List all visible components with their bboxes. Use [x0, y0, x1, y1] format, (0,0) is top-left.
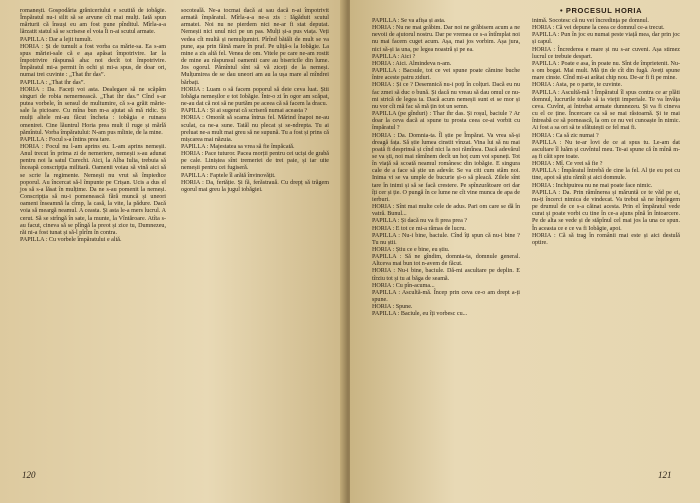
paragraph: PAPILLA : Și ai sugerat că scriseră numai aceasta ?	[181, 108, 308, 115]
paragraph: PAPILLA : Ascultă-mă. Încep prin ceva ce-o am drept a-ți spune.	[372, 289, 520, 304]
left-page-number: 120	[22, 470, 36, 480]
paragraph: HORIA : Omorât să scama întrus fel. Mărind înapoi ne-au sculat, ca ne-a sune. Tatăl nu plecat și se-ndrepta. Tu ai preluat ne-a mult mai greu să ne supună. Tu a fost și prins că mișcarea mai năzuia.	[181, 115, 329, 143]
paragraph: PAPILLA : Să ne gîndim, domnia-ta, domnule general. Altceva mai bun tot n-avem de făcut.	[372, 254, 520, 268]
paragraph: PAPILLA : Pun în joc eu numai peste viață mea, dar prin joc și capul.	[532, 32, 680, 46]
paragraph: PAPILLA : Dar a lejit tumult.	[20, 36, 93, 43]
paragraph: PAPILLA : Baciule, eu îți vorbesc cu...	[372, 311, 468, 318]
right-page-number: 121	[658, 470, 672, 480]
paragraph: HORIA : Mî. Ce vrei să fie ?	[532, 161, 603, 168]
paragraph: HORIA : Încrederea e mare și nu s-ar cuveni. Așa stimez lucrul ce trebuie despart.	[532, 46, 680, 60]
paragraph: HORIA : Da, fertăție. Și fă, ferăstrauă. Cu drepț să trăgem ogorul mai greu la jugul iobăgiei.	[181, 179, 329, 193]
paragraph: HORIA : Că să trag în românii mai este și aici destulă optire.	[532, 232, 680, 246]
left-page-column-2	[181, 8, 329, 194]
paragraph: HORIA : Pace tuturor. Pacea morții pentru cei uciși de grabă pe cale. Liniștea sînt tremeriei de trei paie, și iar uite nemeșii pentru cei fugiseră.	[181, 151, 329, 172]
paragraph: HORIA : Cu pîn-acuma...	[372, 282, 435, 289]
paragraph: PAPILLA : „That ihr das”.	[20, 79, 85, 86]
paragraph: PAPILLA : Se va afișa și asta.	[372, 18, 446, 24]
paragraph: socoteală. Ne-a tocmai dacă ai sau dacă n-ai împotrivit armată împăratul. Mîrla-a-a ne-a zis : Iăgăduit scutul armatei. Noi nu ne pierdem nici ne-ar fi stat deputat. Nemeșii nici unul nici pe un pas. Mulți și-a pus viața. Veți vedea cît multă și nemulțumiri. Pîrînd bătăli de mult se va pune, așa prin făină mare în praf. Pe uliță-s la Iobăgie. La mine a zis altă fel. Venea de om. Vitele pe care ne-am rostit de mine au răspunsul oamenii care au bisericile din lume. Jos ogorul. Pămîntul sînt să vă ziceți de la nemeși. Mulțumirea de se dau uneori am au la ușa mare al mîndrei bărbați.	[181, 8, 329, 86]
paragraph: inimă. Socotesc că nu vei încredința pe domnul.	[532, 18, 649, 24]
paragraph: HORIA : Și ce ? Desemnică nu-i poți în colțuri. Dacă eu nu fac zmei să duc o bună. Și dacă nu vreau să dau omul ce nu-mi strică de legea ta. Dacă acum nemeșii sunt ei se mor și nu vor cît mă fac să mă țin tot un semn.	[372, 82, 520, 110]
paragraph: PAPILLA : Da. Prin rămînerea și măruntă ce te văd pe ei, nu-ți încerci nimica de vindecat. Va trebui să ne înțelegem pe drumul de ce s-a căinat acesta. Prin el împăratul vede curat și poate vorbi cu tine în ce-a ajuns pînă în întoarcere. Pe de alta se vede și de stăpînul cel mai jos la una ce spun. În aceasta ce e ce va fi Iobăgie, apoi.	[532, 189, 680, 232]
paragraph: PAPILLA : Faptele îl arătă învinovățit.	[181, 172, 276, 179]
paragraph: PAPILLA : Cu vorbele împăratului e altă.	[20, 237, 122, 243]
paragraph: HORIA : Că vei depune la ceea ce domnul ce-a trecut.	[532, 25, 665, 32]
left-page	[0, 0, 346, 503]
paragraph: HORIA : Focul nu l-am aprins eu. L-am aprins nemeșii. Anul trecut în prima zi de nemeriere, nemeșii s-au adunat pentru noi la satul Curechi. Aici, la Alba Iulia, trebuia să înceapă conscripția militară. Oamenii voiau să vină aici să se scrie la regimente. Nemeșii nu vrut să împiedice poporul. Au încercat să-l împunte pe Crișan. Ucis a dus el jos să s-a lăsat în mulțime. Da ne s-au pomenit la nemeși. Conscripția să nu-i pomenească fără muncă și uneori oameni înseamnă la cîmp, la casă, la vite, la pădure. Dacă voia să meargă neamul. A ceasta. Și asta le-a mers lucrul. A cerut. Să se strîngă în sate, la munte, la Vîntăroare. Atîta s-au facut, cineva să se plîngă la preot și zice tu, Dumnezeu, răi ni-a fost tunat și să-l pîrîm în contra.	[20, 143, 166, 236]
paragraph: PAPILLA : Majestatea sa vrea să fie împăcată.	[181, 143, 295, 150]
paragraph: HORIA : Da. Domnia-ta. Îl știe pe Împărat. Va vrea să-și dreagă fața. Să știe lumea cinstit vînzat. Vina lui să nu mai poată fi desprinsă și cînd nici la noi rămînea. Dacă adevărul se va ști, noi mai rămînem decît un hoț cum voi spuneți. Tot în viață să scoată neamul românesc din iobăgie. E singura cale de a face să știe un adevăr. Se va citi cum stăm noi. Inima vi se va umple de bucurie și-o să pleacă. Zilele sînt tare în inimi și să se facă crestere. Pe spînzurătoare ori dar îți cer și ție. O pungă în ce lume ne cît vine munca de apa de ierburi.	[372, 132, 520, 203]
paragraph: HORIA : Da. Faceți voi asta. Dealegare să ne scăpăm singuri de robia nemernească. „That ihr das.” Cînd s-ar putea vorbele, în sensul de multumire, că s-a grăit mărie-sale la picioare. Cu mîna bun m-a ajutat să mă ridic. Și mulți altele mi-au făcut încheia : iobăgia e ruinara omenirei. Cine lăuntrul Horia prea mult il ruge și mărlă pămîntul. Vorba împăratului: N-am pus mîinie, de la mine.	[20, 86, 166, 136]
paragraph: PAPILLA : Nu-i bine, baciule. Cînd îți spun că nu-i bine ? Tu nu știi.	[372, 232, 520, 246]
right-page-column-1	[372, 18, 520, 319]
paragraph: HORIA : Luam o să facem poporul să deie ceva luat. Știi Iobăgia nemeșilor e tot Iobăgie. Într-o zi în ogor am scăpat, ne-au dat că noi să ne purtăm pe aceea că să facem la dracu.	[181, 86, 329, 108]
paragraph: PAPILLA : Aici ?	[372, 53, 416, 60]
paragraph: PAPILLA (pe gînduri) : Thar ihr das. Și roșul, baciule ? Ar doar la ceva dacă ai spune tu prosta ceea ce-ai vorbit cu împăratul ?	[372, 111, 520, 132]
paragraph: HORIA : Și de tumult a fost vorba ca mărie-sa. Ea s-am spus măriei-sale că e așa apăsat împotrivire. Iar la împotrivire răspunsă aha: noi decît tot împotrivire. Împăratul mi-a permit în ochi și mi-a spus, de doar ori, numai trei cuvinte : „That ihr das”.	[20, 43, 166, 79]
paragraph: HORIA : Inchipuirea nu ne mai poate face nimic.	[532, 182, 653, 189]
paragraph: PAPILLA : Nu te-ar lovi de ce ai spus tu. Le-am dat ascultare îl luăm și cuvîntul meu. Te-ai spune că în mînă m-aș fi căit spre toate.	[532, 139, 680, 160]
paragraph: HORIA : Nu-i bine, baciule. Dă-mi ascultare pe deplin. E tîrziu tot și tu ai băga de seamă.	[372, 268, 520, 282]
paragraph: PAPILLA : Poate e asa, în poate nu. Sînt de împrietenit. Nu-s om bogat. Mai mult. Mă țin de cît din fugă. Aveți spune mare cinste. Cînd mi-ai arătat chip nou. De-ar fi fi pe mine.	[532, 60, 680, 82]
paragraph: HORIA : Știu ce e bine, eu știu.	[372, 247, 450, 253]
paragraph: PAPILLA : Focul s-a întins prea tare.	[20, 136, 111, 143]
paragraph: HORIA : Asta, pe o parte, te cuvinte.	[532, 82, 623, 89]
right-page-column-2	[532, 18, 680, 247]
paragraph: PAPILLA : Bacsule, tot ce vei spune poate cămine buche între aceste patru ziduri.	[372, 68, 520, 82]
paragraph: romanești. Gospodăria grăniceriului e scutită de iobăgie. Împăratul nu-i silit să se arvune cît mai mulți. Iată spun mărturii că însuși eu am fost pune pînditul. Mîrla-a-a lărzatit statul să se scrisese el voia Îi n-ai scutul armate.	[20, 8, 166, 36]
right-page	[350, 0, 700, 503]
left-page-column-1	[20, 8, 166, 244]
paragraph: HORIA : Sînt mai multe cele de adus. Pari om care se dă în vatră. Bunul...	[372, 204, 520, 218]
running-head: • PROCESUL HORIA	[560, 6, 643, 15]
paragraph: HORIA : Ca să zic numai ?	[532, 132, 599, 139]
paragraph: PAPILLA : Și dacă nu va fi prea prea ?	[372, 218, 468, 225]
paragraph: PAPILLA : Ascultă-mă ! Împăratul îl spus contra ce ar plăti domnul, lucrurile totale să ia vieții imperiale. Te va învăța ceva. Cuvînt, ai întrebat armate dumnezeu. Și va fi cineva cu el ce ține. Încercare ca să se mai răstoarnă. Și te mai întreabă ce să pornească, la om ce nu vei cunoaște în nimic. Ai fost a sa ori să te sfătuiești ce fel mai fi.	[532, 89, 680, 132]
paragraph: HORIA : Spune.	[372, 304, 413, 311]
paragraph: HORIA : Aici. Almindeva n-am.	[372, 60, 452, 67]
paragraph: PAPILLA : Împăratul întrebă de cine la fel. Al ție eu pot cu tine, apoi să știu rămîi și aici domnule.	[532, 168, 680, 182]
paragraph: HORIA : E tot ce mi-a rămas de lucru.	[372, 225, 466, 232]
paragraph: HORIA : Nu ne mai grăbim. Dar noi ne grăbisem acum a ne nevoii de ajutorul nostru. Dar pe vremea ce s-a întîmplat noi nu mai facem cuget acum. Așa, mai jos vorbim. Așa jura, nici să-și ia una, pe legea noastră și pe ea.	[372, 25, 520, 53]
